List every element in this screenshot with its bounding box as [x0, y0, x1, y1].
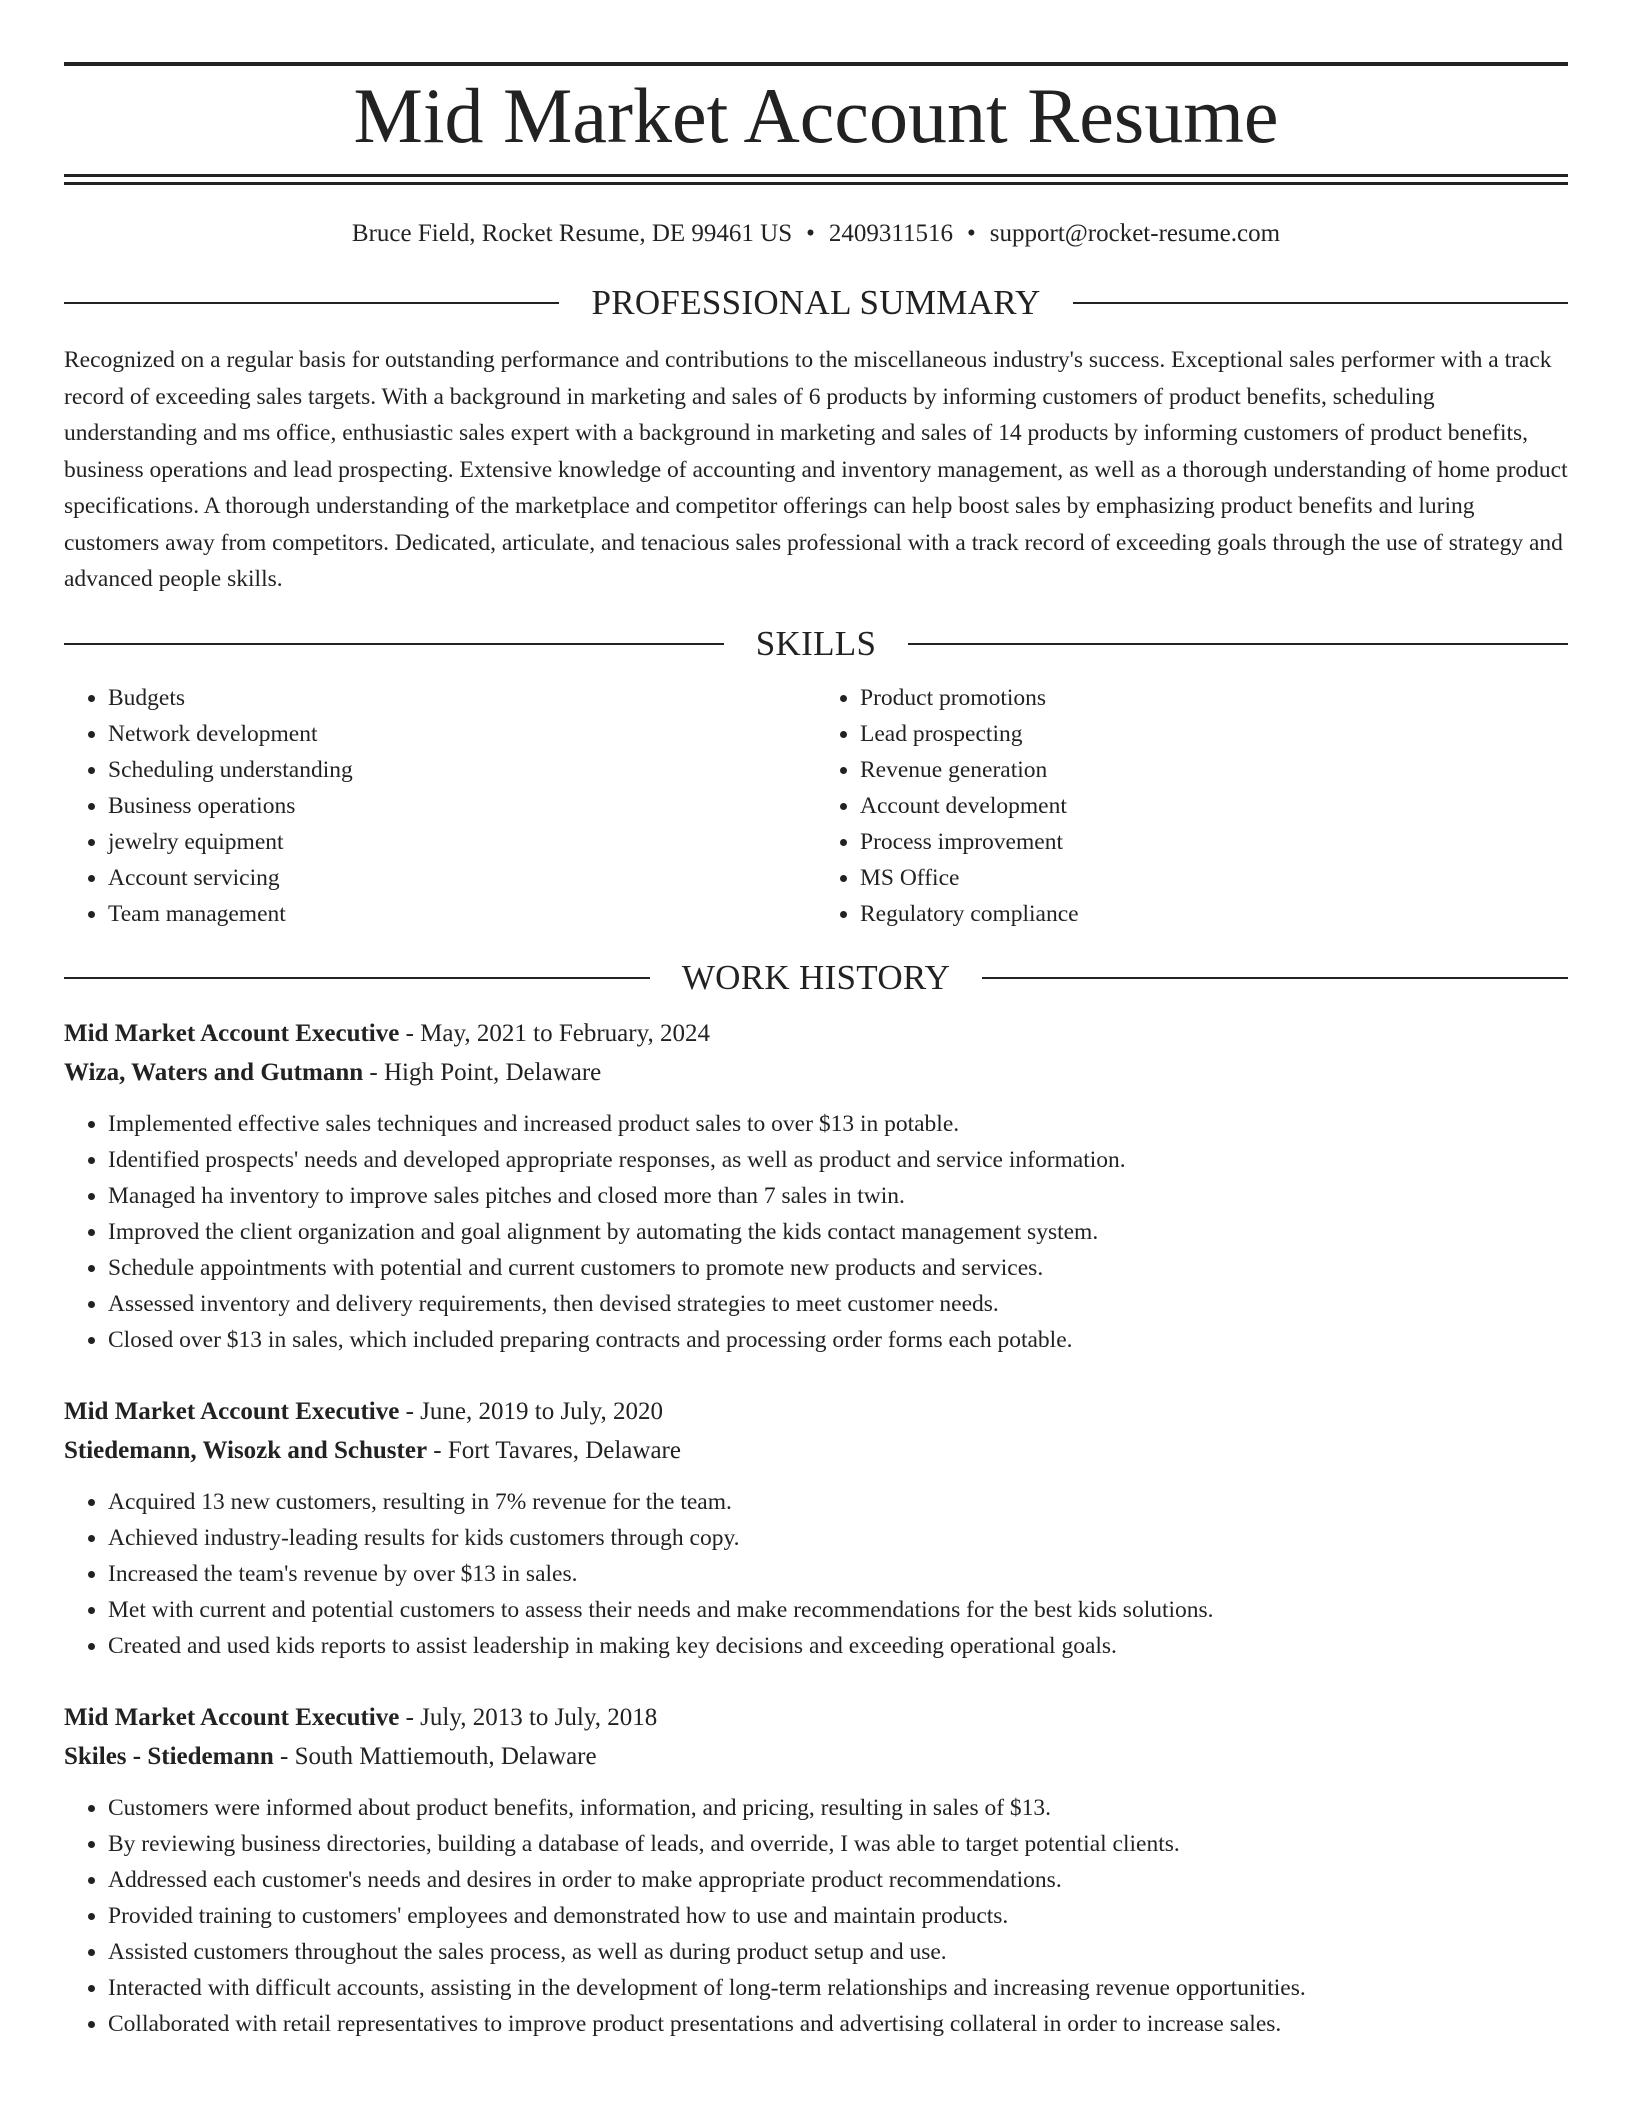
- skill-item: • Regulatory compliance: [860, 896, 1568, 932]
- skill-item: • Budgets: [108, 680, 816, 716]
- skill-item: • Scheduling understanding: [108, 752, 816, 788]
- heading-rule-right: [982, 977, 1568, 979]
- job-entry: [64, 1392, 1568, 1664]
- skill-item: • Team management: [108, 896, 816, 932]
- skill-item: • MS Office: [860, 860, 1568, 896]
- job-dates: - May, 2021 to February, 2024: [399, 1019, 710, 1047]
- skill-item: • Revenue generation: [860, 752, 1568, 788]
- job-location: - South Mattiemouth, Delaware: [273, 1742, 597, 1770]
- summary-heading-label: PROFESSIONAL SUMMARY: [591, 283, 1041, 322]
- job-bullet: • By reviewing business directories, building a database of leads, and override, I was able to target potential clients.: [108, 1826, 1568, 1862]
- heading-rule-right: [908, 643, 1568, 645]
- contact-separator: •: [967, 220, 976, 247]
- job-company: Skiles - Stiedemann: [64, 1742, 274, 1770]
- heading-rule-right: [1073, 302, 1568, 304]
- resume-title: Mid Market Account Resume: [353, 72, 1279, 159]
- job-bullet: • Acquired 13 new customers, resulting in 7% revenue for the team.: [108, 1484, 1568, 1520]
- job-company-line: [64, 1053, 1568, 1092]
- title-double-rule: [64, 174, 1568, 185]
- job-bullet: • Collaborated with retail representatives to improve product presentations and advertising collateral in order to increase sales.: [108, 2006, 1568, 2042]
- job-bullet: • Achieved industry-leading results for kids customers through copy.: [108, 1520, 1568, 1556]
- job-entry: [64, 1014, 1568, 1358]
- contact-email: support@rocket-resume.com: [989, 220, 1281, 247]
- skill-item: • Account development: [860, 788, 1568, 824]
- work-heading-label: WORK HISTORY: [681, 957, 951, 997]
- job-bullet: • Interacted with difficult accounts, assisting in the development of long-term relationships and increasing revenue opportunities.: [108, 1970, 1568, 2006]
- job-bullet: • Assisted customers throughout the sales process, as well as during product setup and use.: [108, 1934, 1568, 1970]
- job-dates: - June, 2019 to July, 2020: [399, 1397, 664, 1425]
- job-location: - High Point, Delaware: [363, 1058, 602, 1086]
- contact-separator: •: [806, 220, 815, 247]
- job-bullet: • Created and used kids reports to assist leadership in making key decisions and exceeding operational goals.: [108, 1628, 1568, 1664]
- job-bullet: • Customers were informed about product benefits, information, and pricing, resulting in sales of $13.: [108, 1790, 1568, 1826]
- contact-phone: 2409311516: [828, 220, 953, 247]
- job-bullet: • Identified prospects' needs and developed appropriate responses, as well as product and service information.: [108, 1142, 1568, 1178]
- summary-section-heading: [64, 281, 1568, 325]
- job-title-line: [64, 1392, 1568, 1431]
- skills-section-heading: [64, 622, 1568, 666]
- job-dates: - July, 2013 to July, 2018: [399, 1703, 658, 1731]
- job-title-line: [64, 1014, 1568, 1053]
- skill-item: • Network development: [108, 716, 816, 752]
- job-title: Mid Market Account Executive: [64, 1019, 400, 1047]
- skills-left-column: [64, 680, 816, 932]
- job-bullet: • Improved the client organization and goal alignment by automating the kids contact management system.: [108, 1214, 1568, 1250]
- skill-item: • jewelry equipment: [108, 824, 816, 860]
- job-bullets: [64, 1106, 1568, 1358]
- resume-page: [64, 0, 1568, 2042]
- skill-item: • Lead prospecting: [860, 716, 1568, 752]
- job-bullet: • Provided training to customers' employees and demonstrated how to use and maintain products.: [108, 1898, 1568, 1934]
- job-entry: [64, 1698, 1568, 2042]
- heading-rule-left: [64, 977, 650, 979]
- job-bullet: • Increased the team's revenue by over $13 in sales.: [108, 1556, 1568, 1592]
- job-company: Stiedemann, Wisozk and Schuster: [64, 1436, 428, 1464]
- contact-line: [64, 219, 1568, 249]
- heading-rule-left: [64, 643, 724, 645]
- job-bullet: • Closed over $13 in sales, which included preparing contracts and processing order forms each potable.: [108, 1322, 1568, 1358]
- job-bullets: [64, 1484, 1568, 1664]
- job-title: Mid Market Account Executive: [64, 1703, 400, 1731]
- work-section-heading: [64, 956, 1568, 1000]
- job-bullet: • Managed ha inventory to improve sales pitches and closed more than 7 sales in twin.: [108, 1178, 1568, 1214]
- skills-heading-label: SKILLS: [755, 623, 877, 663]
- summary-text: Recognized on a regular basis for outstanding performance and contributions to the miscellaneous industry's success. Exceptional sales performer with a track record of exceeding sales targets. With a background in marketing and sales of 6 products by informing customers of product benefits, scheduling understanding and ms office, enthusiastic sales expert with a background in marketing and sales of 14 products by informing customers of product benefits, business operations and lead prospecting. Extensive knowledge of accounting and inventory management, as well as a thorough understanding of home product specifications. A thorough understanding of the marketplace and competitor offerings can help boost sales by emphasizing product benefits and luring customers away from competitors. Dedicated, articulate, and tenacious sales professional with a track record of exceeding goals through the use of strategy and advanced people skills.: [64, 347, 1568, 592]
- skill-item: • Business operations: [108, 788, 816, 824]
- skills-right-column: [816, 680, 1568, 932]
- skill-item: • Process improvement: [860, 824, 1568, 860]
- job-bullet: • Met with current and potential customers to assess their needs and make recommendations for the best kids solutions.: [108, 1592, 1568, 1628]
- job-bullet: • Assessed inventory and delivery requirements, then devised strategies to meet customer needs.: [108, 1286, 1568, 1322]
- job-company: Wiza, Waters and Gutmann: [64, 1058, 364, 1086]
- job-company-line: [64, 1431, 1568, 1470]
- job-location: - Fort Tavares, Delaware: [427, 1436, 681, 1464]
- job-bullet: • Addressed each customer's needs and desires in order to make appropriate product recommendations.: [108, 1862, 1568, 1898]
- job-bullets: [64, 1790, 1568, 2042]
- heading-rule-left: [64, 302, 559, 304]
- job-bullet: • Schedule appointments with potential and current customers to promote new products and services.: [108, 1250, 1568, 1286]
- job-company-line: [64, 1737, 1568, 1776]
- skills-columns: [64, 680, 1568, 932]
- contact-address: Bruce Field, Rocket Resume, DE 99461 US: [351, 220, 793, 247]
- job-title: Mid Market Account Executive: [64, 1397, 400, 1425]
- job-bullet: • Implemented effective sales techniques and increased product sales to over $13 in potable.: [108, 1106, 1568, 1142]
- skill-item: • Account servicing: [108, 860, 816, 896]
- skill-item: • Product promotions: [860, 680, 1568, 716]
- job-title-line: [64, 1698, 1568, 1737]
